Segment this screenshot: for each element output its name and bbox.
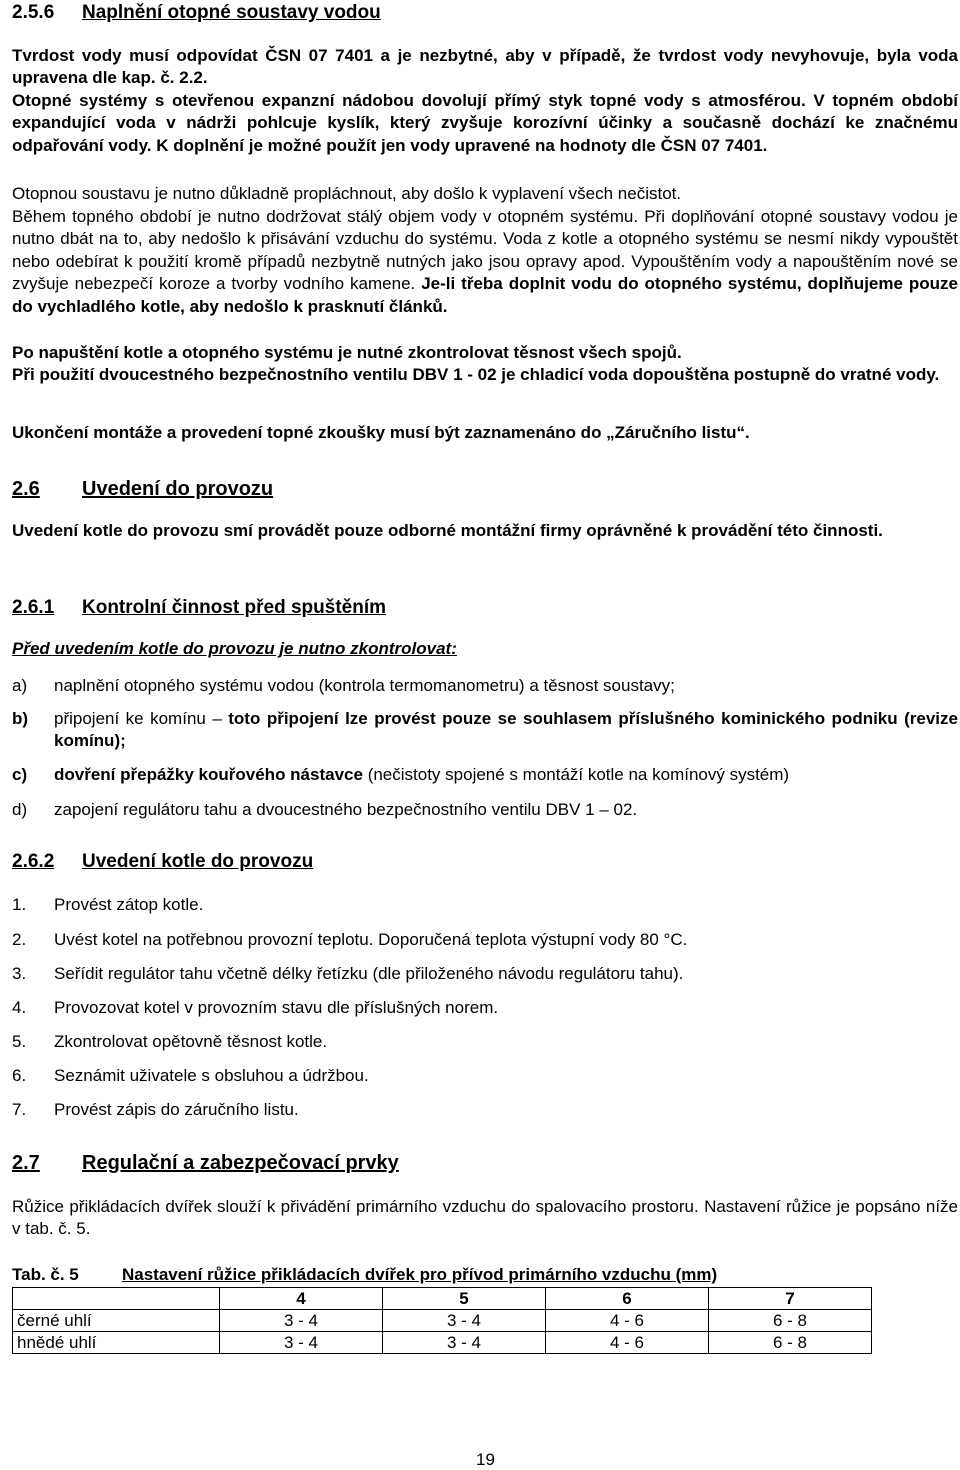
table-header-cell: 6: [546, 1288, 709, 1310]
paragraph-safety-valve: Při použití dvoucestného bezpečnostního ventilu DBV 1 - 02 je chladicí voda dopouštěna postupně do vratné vody.: [12, 365, 940, 384]
paragraph-refill-warning: Je-li třeba doplnit vodu do otopného systému, doplňujeme pouze do vychladlého kotle, aby nedošlo k prasknutí článků.: [12, 274, 958, 316]
paragraph-open-expansion: Otopné systémy s otevřenou expanzní nádobou dovolují přímý styk topné vody s atmosférou. V topném období expandující voda v nádrži pohlcuje kyslík, který zvyšuje korozívní účinky a současně dochází ke značnému odpařování vody. K doplnění je možné použít jen vody upravené na hodnoty dle ČSN 07 7401.: [12, 91, 958, 155]
section-heading-2-5-6: [12, 2, 381, 24]
section-title: Uvedení kotle do provozu: [82, 851, 314, 872]
paragraph-tightness-check: Po napuštění kotle a otopného systému je nutné zkontrolovat těsnost všech spojů.: [12, 343, 682, 362]
paragraph-water-volume: [12, 206, 958, 318]
item-label: b): [12, 709, 29, 728]
check-intro: Před uvedením kotle do provozu je nutno zkontrolovat:: [12, 639, 457, 658]
item-label: a): [12, 676, 28, 695]
table-cell: 3 - 4: [220, 1332, 383, 1354]
step-text: Provést zápis do záručního listu.: [54, 1100, 299, 1119]
section-number: 2.7: [12, 1152, 40, 1174]
step-text: Zkontrolovat opětovně těsnost kotle.: [54, 1032, 328, 1051]
paragraph-rosette: Růžice přikládacích dvířek slouží k přivádění primárního vzduchu do spalovacího prostoru. Nastavení růžice je popsáno níže v tab. č. 5.: [12, 1197, 958, 1239]
step-number: 4.: [12, 998, 27, 1017]
step-number: 5.: [12, 1032, 27, 1051]
paragraph-flushing: Otopnou soustavu je nutno důkladně propláchnout, aby došlo k vyplavení všech nečistot.: [12, 184, 682, 203]
table-header-cell: 7: [709, 1288, 872, 1310]
item-text: naplnění otopného systému vodou (kontrola termomanometru) a těsnost soustavy;: [54, 676, 675, 695]
step-text: Seznámit uživatele s obsluhou a údržbou.: [54, 1066, 369, 1085]
paragraph-commissioning-firms: Uvedení kotle do provozu smí provádět pouze odborné montážní firmy oprávněné k provádění této činnosti.: [12, 521, 883, 540]
item-label: d): [12, 800, 28, 819]
item-text-bold: toto připojení lze provést pouze se souhlasem příslušného kominického podniku (revize komínu);: [54, 709, 958, 750]
step-text: Provést zátop kotle.: [54, 895, 204, 914]
item-label: c): [12, 765, 28, 784]
table-cell: černé uhlí: [13, 1310, 220, 1332]
step-text: Provozovat kotel v provozním stavu dle příslušných norem.: [54, 998, 499, 1017]
section-title: Naplnění otopné soustavy vodou: [82, 2, 381, 23]
section-number: 2.6.2: [12, 851, 55, 872]
table-caption-text: Nastavení růžice přikládacích dvířek pro přívod primárního vzduchu (mm): [122, 1265, 718, 1284]
table-cell: 4 - 6: [546, 1332, 709, 1354]
table-header-cell: 4: [220, 1288, 383, 1310]
step-3: [12, 964, 683, 984]
paragraph-water-volume-text: Během topného období je nutno dodržovat stálý objem vody v otopném systému. Při doplňování otopné soustavy vodou je nutno dbát na to, aby nedošlo k přisávání vzduchu do systému. Voda z kotle a otopného systému se nesmí nikdy vypouštět nebo odebírat k použití kromě případů nezbytně nutných jako jsou opravy apod. Vypouštěním vody a napouštěním nové se zvyšuje nebezpečí koroze a tvorby vodního kamene.: [12, 207, 958, 294]
table-cell: 3 - 4: [220, 1310, 383, 1332]
table-header-row: [13, 1288, 872, 1310]
table-row: [13, 1332, 872, 1354]
table-header-cell: 5: [383, 1288, 546, 1310]
table-cell: 6 - 8: [709, 1332, 872, 1354]
table-label: Tab. č. 5: [12, 1265, 79, 1284]
section-heading-2-6: [12, 478, 273, 501]
section-heading-2-6-1: [12, 597, 386, 619]
step-1: [12, 895, 203, 915]
section-heading-2-6-2: [12, 851, 313, 873]
step-5: [12, 1032, 327, 1052]
step-number: 1.: [12, 895, 27, 914]
table-cell: 4 - 6: [546, 1310, 709, 1332]
item-text: připojení ke komínu –: [54, 709, 222, 728]
step-number: 2.: [12, 930, 27, 949]
table-cell: hnědé uhlí: [13, 1332, 220, 1354]
step-number: 7.: [12, 1100, 27, 1119]
table-cell: 6 - 8: [709, 1310, 872, 1332]
section-heading-2-7: [12, 1152, 399, 1175]
item-text: (nečistoty spojené s montáží kotle na komínový systém): [367, 765, 790, 784]
rosette-settings-table: [12, 1287, 872, 1354]
page-number: 19: [476, 1450, 495, 1469]
step-6: [12, 1066, 369, 1086]
paragraph-water-hardness: Tvrdost vody musí odpovídat ČSN 07 7401 a je nezbytné, aby v případě, že tvrdost vody nevyhovuje, byla voda upravena dle kap. č. 2.2.: [12, 46, 958, 88]
table-cell: 3 - 4: [383, 1310, 546, 1332]
paragraph-warranty-record: Ukončení montáže a provedení topné zkoušky musí být zaznamenáno do „Záručního listu“.: [12, 423, 750, 442]
section-number: 2.5.6: [12, 2, 55, 23]
table-header-cell: [13, 1288, 220, 1310]
step-4: [12, 998, 498, 1018]
step-number: 3.: [12, 964, 27, 983]
section-number: 2.6.1: [12, 597, 55, 618]
section-title: Kontrolní činnost před spuštěním: [82, 597, 387, 618]
step-text: Seřídit regulátor tahu včetně délky řetízku (dle přiloženého návodu regulátoru tahu).: [54, 964, 684, 983]
table-cell: 3 - 4: [383, 1332, 546, 1354]
step-2: [12, 930, 687, 950]
table-row: [13, 1310, 872, 1332]
table-caption: [12, 1265, 717, 1285]
section-title: Uvedení do provozu: [82, 478, 274, 500]
check-item-b: [12, 708, 958, 754]
step-text: Uvést kotel na potřebnou provozní teplotu. Doporučená teplota výstupní vody 80 °C.: [54, 930, 688, 949]
step-7: [12, 1100, 299, 1120]
section-title: Regulační a zabezpečovací prvky: [82, 1152, 399, 1174]
item-text: zapojení regulátoru tahu a dvoucestného bezpečnostního ventilu DBV 1 – 02.: [54, 800, 638, 819]
section-number: 2.6: [12, 478, 40, 500]
item-text-bold: dovření přepážky kouřového nástavce: [54, 765, 363, 784]
step-number: 6.: [12, 1066, 27, 1085]
